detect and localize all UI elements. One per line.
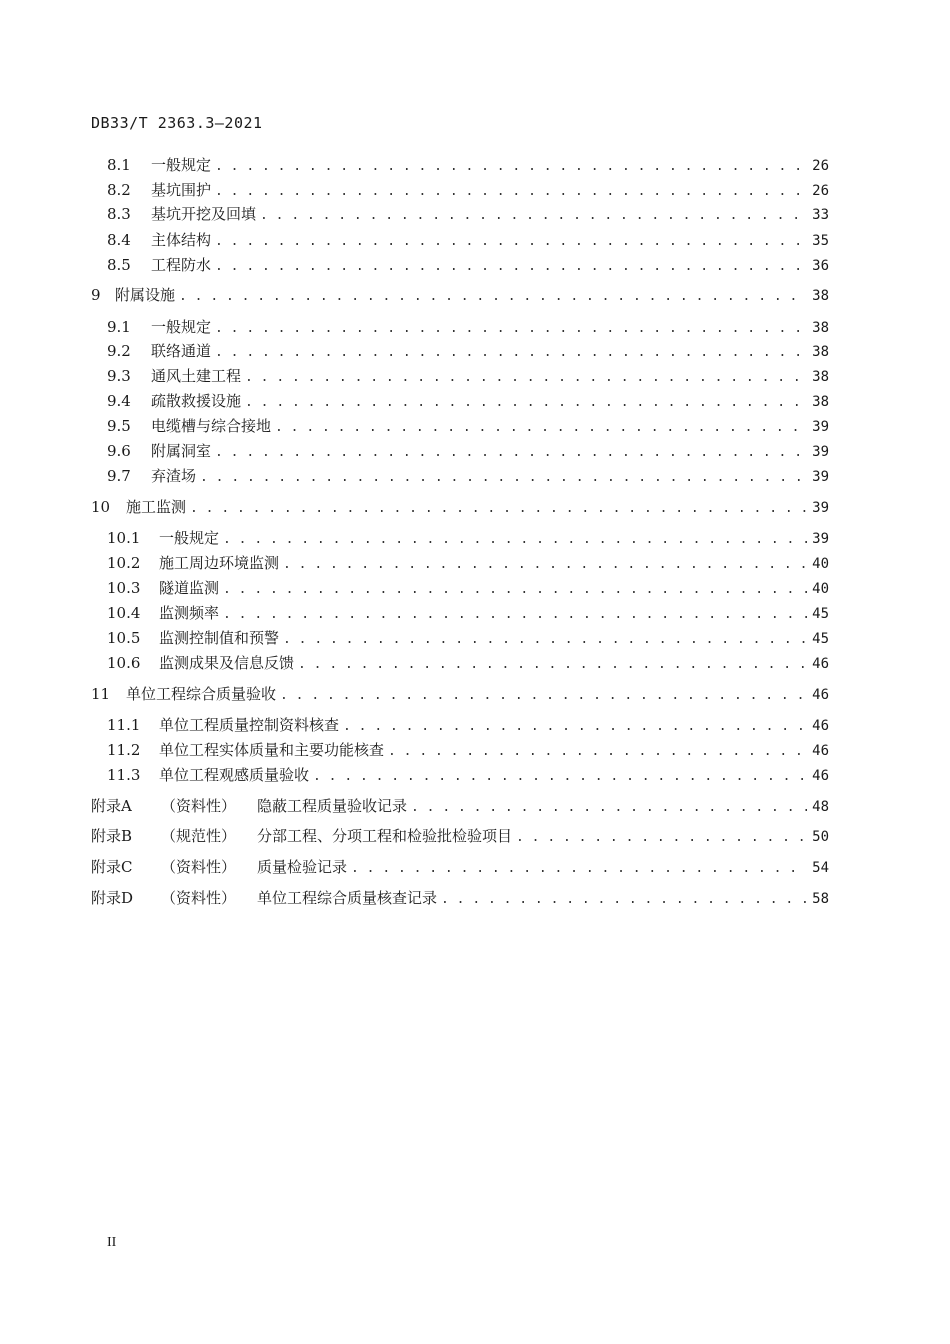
toc-entry-page: 39 — [812, 500, 829, 516]
toc-entry-page: 38 — [812, 369, 829, 385]
toc-entry[interactable] — [91, 795, 829, 817]
toc-entry-page: 48 — [812, 799, 829, 815]
toc-entry[interactable] — [107, 316, 829, 338]
toc-entry-number: 9.1 — [107, 318, 131, 336]
standard-number-header: DB33/T 2363.3—2021 — [91, 114, 263, 132]
toc-entry[interactable] — [107, 229, 829, 251]
toc-entry-page: 50 — [812, 829, 829, 845]
toc-entry[interactable] — [107, 552, 829, 574]
toc-entry-title: 电缆槽与综合接地 — [151, 417, 272, 435]
toc-entry-page: 38 — [812, 394, 829, 410]
toc-entry-number: 附录C — [91, 858, 133, 876]
toc-entry-page: 38 — [812, 344, 829, 360]
toc-entry-number: 8.5 — [107, 256, 131, 274]
toc-entry-page: 40 — [812, 556, 829, 572]
toc-entry-page: 38 — [812, 288, 829, 304]
toc-entry-title: 弃渣场 — [151, 467, 197, 485]
toc-entry-appendix-type: （规范性） — [161, 827, 237, 845]
toc-entry-title: 单位工程综合质量核查记录 — [257, 889, 438, 907]
toc-entry-number: 10.2 — [107, 554, 141, 572]
toc-entry-title: 附属洞室 — [151, 442, 212, 460]
toc-leader-dots — [223, 604, 807, 626]
toc-entry-page: 46 — [812, 718, 829, 734]
toc-entry-title: 隧道监测 — [159, 579, 220, 597]
toc-entry[interactable] — [107, 254, 829, 276]
toc-entry-appendix-type: （资料性） — [161, 858, 237, 876]
toc-entry-page: 58 — [812, 891, 829, 907]
toc-entry-page: 45 — [812, 606, 829, 622]
toc-entry-number: 附录D — [91, 889, 134, 907]
toc-entry-page: 39 — [812, 419, 829, 435]
toc-entry-title: 单位工程实体质量和主要功能核查 — [159, 741, 385, 759]
toc-entry-number: 9.3 — [107, 367, 131, 385]
toc-leader-dots — [313, 766, 807, 788]
toc-entry[interactable] — [107, 714, 829, 736]
toc-entry-page: 36 — [812, 258, 829, 274]
toc-entry[interactable] — [107, 652, 829, 674]
toc-leader-dots — [260, 205, 807, 227]
toc-entry-title: 基坑围护 — [151, 181, 212, 199]
toc-leader-dots — [245, 367, 807, 389]
toc-leader-dots — [275, 417, 807, 439]
toc-leader-dots — [190, 498, 807, 520]
toc-entry[interactable] — [107, 739, 829, 761]
toc-entry-title: 质量检验记录 — [257, 858, 348, 876]
toc-entry-page: 54 — [812, 860, 829, 876]
toc-leader-dots — [215, 318, 807, 340]
toc-entry-page: 46 — [812, 656, 829, 672]
toc-entry-number: 9 — [91, 286, 101, 304]
toc-entry-page: 35 — [812, 233, 829, 249]
toc-entry-page: 46 — [812, 743, 829, 759]
toc-entry-title: 通风土建工程 — [151, 367, 242, 385]
toc-entry-number: 10 — [91, 498, 111, 516]
toc-leader-dots — [215, 342, 807, 364]
toc-entry-number: 11 — [91, 685, 111, 703]
toc-entry-title: 联络通道 — [151, 342, 212, 360]
toc-entry[interactable] — [107, 627, 829, 649]
toc-entry-title: 疏散救援设施 — [151, 392, 242, 410]
toc-entry-number: 8.1 — [107, 156, 131, 174]
toc-entry[interactable] — [107, 340, 829, 362]
toc-entry-number: 9.5 — [107, 417, 131, 435]
toc-entry-number: 8.3 — [107, 205, 131, 223]
toc-entry-title: 施工周边环境监测 — [159, 554, 280, 572]
toc-entry-title: 监测控制值和预警 — [159, 629, 280, 647]
toc-entry[interactable] — [91, 856, 829, 878]
toc-entry-number: 11.1 — [107, 716, 141, 734]
toc-entry[interactable] — [107, 764, 829, 786]
toc-entry-number: 11.3 — [107, 766, 141, 784]
toc-entry-number: 9.4 — [107, 392, 131, 410]
toc-entry-title: 施工监测 — [126, 498, 187, 516]
toc-entry-page: 38 — [812, 320, 829, 336]
toc-entry[interactable] — [107, 154, 829, 176]
toc-entry-number: 10.1 — [107, 529, 141, 547]
toc-entry-page: 39 — [812, 444, 829, 460]
toc-entry-page: 39 — [812, 531, 829, 547]
toc-entry-number: 附录B — [91, 827, 133, 845]
toc-entry-title: 一般规定 — [159, 529, 220, 547]
toc-entry-page: 33 — [812, 207, 829, 223]
toc-leader-dots — [215, 181, 807, 203]
toc-entry[interactable] — [91, 496, 829, 518]
toc-entry-number: 10.4 — [107, 604, 141, 622]
toc-entry-title: 基坑开挖及回填 — [151, 205, 257, 223]
toc-leader-dots — [283, 629, 807, 651]
toc-leader-dots — [283, 554, 807, 576]
toc-entry[interactable] — [107, 527, 829, 549]
page-number: II — [107, 1235, 117, 1250]
toc-leader-dots — [411, 797, 807, 819]
toc-entry-page: 46 — [812, 687, 829, 703]
toc-entry[interactable] — [91, 887, 829, 909]
toc-leader-dots — [215, 231, 807, 253]
toc-entry-page: 40 — [812, 581, 829, 597]
toc-entry-title: 隐蔽工程质量验收记录 — [257, 797, 408, 815]
toc-entry[interactable] — [107, 440, 829, 462]
toc-leader-dots — [215, 156, 807, 178]
toc-entry-number: 附录A — [91, 797, 132, 815]
toc-entry-title: 一般规定 — [151, 318, 212, 336]
toc-leader-dots — [245, 392, 807, 414]
toc-leader-dots — [215, 442, 807, 464]
toc-leader-dots — [441, 889, 807, 911]
toc-entry-page: 26 — [812, 183, 829, 199]
toc-entry-page: 26 — [812, 158, 829, 174]
toc-leader-dots — [280, 685, 807, 707]
toc-entry-title: 分部工程、分项工程和检验批检验项目 — [257, 827, 513, 845]
toc-leader-dots — [516, 827, 807, 849]
toc-leader-dots — [351, 858, 807, 880]
toc-entry[interactable] — [91, 683, 829, 705]
toc-entry-number: 9.6 — [107, 442, 131, 460]
toc-entry-title: 单位工程质量控制资料核查 — [159, 716, 340, 734]
toc-entry-number: 10.3 — [107, 579, 141, 597]
toc-entry-page: 39 — [812, 469, 829, 485]
toc-entry[interactable] — [107, 465, 829, 487]
toc-leader-dots — [179, 286, 807, 308]
toc-leader-dots — [200, 467, 807, 489]
toc-entry[interactable] — [107, 203, 829, 225]
toc-leader-dots — [388, 741, 807, 763]
toc-entry-number: 8.4 — [107, 231, 131, 249]
toc-entry-number: 9.2 — [107, 342, 131, 360]
toc-leader-dots — [298, 654, 807, 676]
toc-entry-title: 一般规定 — [151, 156, 212, 174]
toc-entry-number: 9.7 — [107, 467, 131, 485]
toc-entry[interactable] — [107, 577, 829, 599]
toc-entry-page: 46 — [812, 768, 829, 784]
toc-entry-appendix-type: （资料性） — [161, 797, 237, 815]
toc-entry-title: 监测成果及信息反馈 — [159, 654, 295, 672]
toc-leader-dots — [223, 579, 807, 601]
toc-entry-number: 10.6 — [107, 654, 141, 672]
toc-entry[interactable] — [91, 825, 829, 847]
toc-entry[interactable] — [107, 365, 829, 387]
toc-leader-dots — [343, 716, 807, 738]
toc-entry-title: 监测频率 — [159, 604, 220, 622]
toc-entry-page: 45 — [812, 631, 829, 647]
toc-entry[interactable] — [107, 390, 829, 412]
toc-entry-title: 单位工程观感质量验收 — [159, 766, 310, 784]
toc-entry[interactable] — [91, 284, 829, 306]
toc-leader-dots — [215, 256, 807, 278]
toc-entry-number: 8.2 — [107, 181, 131, 199]
toc-entry[interactable] — [107, 602, 829, 624]
toc-leader-dots — [223, 529, 807, 551]
toc-entry-title: 工程防水 — [151, 256, 212, 274]
toc-entry-number: 11.2 — [107, 741, 141, 759]
toc-entry-title: 主体结构 — [151, 231, 212, 249]
toc-entry-title: 附属设施 — [115, 286, 176, 304]
toc-entry[interactable] — [107, 179, 829, 201]
toc-entry-appendix-type: （资料性） — [161, 889, 237, 907]
toc-entry[interactable] — [107, 415, 829, 437]
toc-entry-title: 单位工程综合质量验收 — [126, 685, 277, 703]
toc-entry-number: 10.5 — [107, 629, 141, 647]
